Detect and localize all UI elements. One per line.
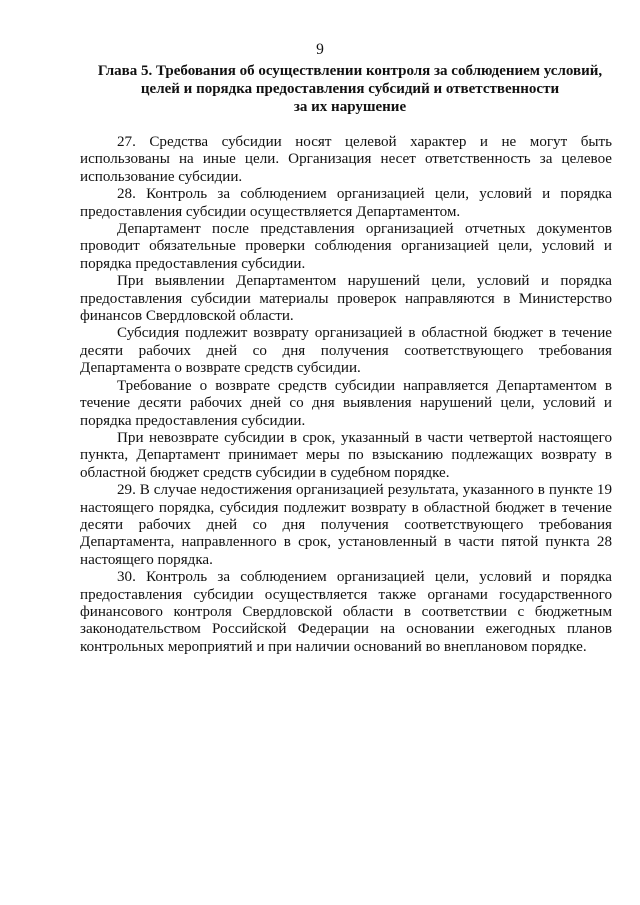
- body-text: [80, 134, 612, 656]
- paragraph-28-violations: При выявлении Департаментом нарушений цели, условий и порядка предоставления субсидии материалы проверок направляются в Министерство финансов Свердловской области.: [80, 273, 612, 325]
- paragraph-30: 30. Контроль за соблюдением организацией цели, условий и порядка предоставления субсидии осуществляется также органами государственного финансового контроля Свердловской области в соответствии с бюджетным законодательством Российской Федерации на основании ежегодных планов контрольных мероприятий и при наличии оснований во внеплановом порядке.: [80, 569, 612, 655]
- paragraph-27: 27. Средства субсидии носят целевой характер и не могут быть использованы на иные цели. Организация несет ответственность за целевое использование субсидии.: [80, 134, 612, 185]
- chapter-title: [80, 62, 620, 116]
- chapter-title-line-3: за их нарушение: [293, 99, 407, 115]
- chapter-title-line-1: Глава 5. Требования об осуществлении контроля за соблюдением условий,: [97, 63, 603, 79]
- page-number: 9: [316, 41, 324, 58]
- paragraph-28-refund: Субсидия подлежит возврату организацией в областной бюджет в течение десяти рабочих дней со дня получения соответствующего требования Департамента о возврате средств субсидии.: [80, 325, 612, 377]
- paragraph-28-inspections: Департамент после представления организацией отчетных документов проводит обязательные проверки соблюдения организацией цели, условий и порядка предоставления субсидии.: [80, 221, 612, 272]
- paragraph-29: 29. В случае недостижения организацией результата, указанного в пункте 19 настоящего порядка, субсидия подлежит возврату в областной бюджет в течение десяти рабочих дней со дня получения соответствующего требования Департамента, направленного в срок, установленный в части пятой пункта 28 настоящего порядка.: [80, 482, 612, 568]
- paragraph-28: 28. Контроль за соблюдением организацией цели, условий и порядка предоставления субсидии осуществляется Департаментом.: [80, 186, 612, 220]
- paragraph-28-refund-demand: Требование о возврате средств субсидии направляется Департаментом в течение десяти рабочих дней со дня выявления нарушений цели, условий и порядка предоставления субсидии.: [80, 377, 612, 429]
- chapter-title-line-2: целей и порядка предоставления субсидий и ответственности: [140, 81, 560, 97]
- paragraph-28-court: При невозврате субсидии в срок, указанный в части четвертой настоящего пункта, Департамент принимает меры по взысканию подлежащих возврату в областной бюджет средств субсидии в судебном порядке.: [80, 429, 612, 481]
